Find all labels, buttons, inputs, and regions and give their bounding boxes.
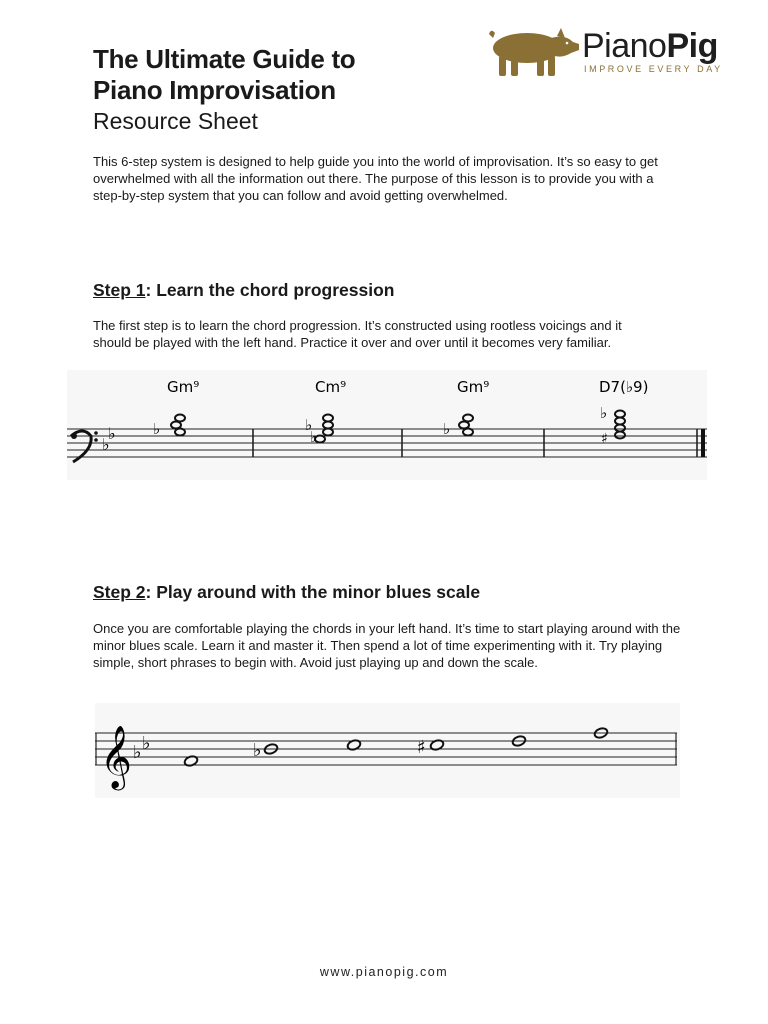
svg-text:♭: ♭: [600, 404, 608, 422]
chord-symbol: Gm⁹: [457, 378, 490, 396]
document-title: [93, 44, 473, 136]
svg-text:♭: ♭: [153, 420, 161, 438]
subtitle: Resource Sheet: [93, 108, 258, 134]
step-1-label: Step 1: [93, 280, 146, 300]
title-line-2: Piano Improvisation: [93, 75, 336, 105]
brand-name: [582, 26, 718, 66]
step-1-paragraph: The first step is to learn the chord progression. It’s constructed using rootless voicings and it should be played with the left hand. Practice it over and over until it becomes very familiar.: [93, 318, 622, 350]
treble-clef-icon: 𝄞: [100, 725, 132, 788]
chord-symbol: D7(♭9): [599, 378, 649, 396]
brand-tagline: IMPROVE EVERY DAY: [584, 64, 723, 74]
key-flat-b: ♭: [133, 742, 142, 763]
svg-text:♭: ♭: [310, 428, 318, 446]
svg-text:♯: ♯: [601, 431, 608, 447]
key-flat-e: ♭: [108, 424, 116, 443]
step-2-label: Step 2: [93, 582, 146, 602]
bass-staff: [67, 370, 707, 480]
svg-text:♭: ♭: [305, 416, 313, 434]
step-2-paragraph: Once you are comfortable playing the chords in your left hand. It’s time to start playing around with the minor blues scale. Learn it and master it. Then spend a lot of time experimenting with it. Try playing simple, short phrases to begin with. Avoid just playing up and down the scale.: [93, 621, 681, 670]
final-barline: [701, 429, 705, 457]
key-flat-e: ♭: [142, 733, 151, 754]
brand-part-1: Piano: [582, 27, 667, 65]
chord-symbol: Gm⁹: [167, 378, 200, 396]
key-flat-b: ♭: [102, 435, 110, 454]
accidental-flat: ♭: [253, 740, 262, 761]
svg-text:♭: ♭: [443, 420, 451, 438]
title-line-1: The Ultimate Guide to: [93, 44, 356, 74]
intro-paragraph: This 6-step system is designed to help guide you into the world of improvisation. It’s so easy to get overwhelmed with all the information out there. The purpose of this lesson is to provide you with a step-by-step system that you can follow and avoid getting overwhelmed.: [93, 154, 658, 203]
treble-staff: [95, 703, 680, 798]
step-1-heading: [93, 280, 394, 301]
chord-progression-notation: [67, 370, 707, 480]
pig-icon: [485, 24, 581, 80]
step-1-title: : Learn the chord progression: [145, 280, 395, 300]
footer-url: www.pianopig.com: [319, 965, 449, 979]
step-2-heading: [93, 582, 480, 603]
brand-part-2: Pig: [666, 27, 718, 65]
minor-blues-scale-notation: [95, 703, 680, 798]
chord-symbol: Cm⁹: [315, 378, 347, 396]
accidental-sharp: ♯: [417, 737, 426, 758]
step-2-title: : Play around with the minor blues scale: [145, 582, 481, 602]
pianopig-logo: [485, 24, 745, 84]
